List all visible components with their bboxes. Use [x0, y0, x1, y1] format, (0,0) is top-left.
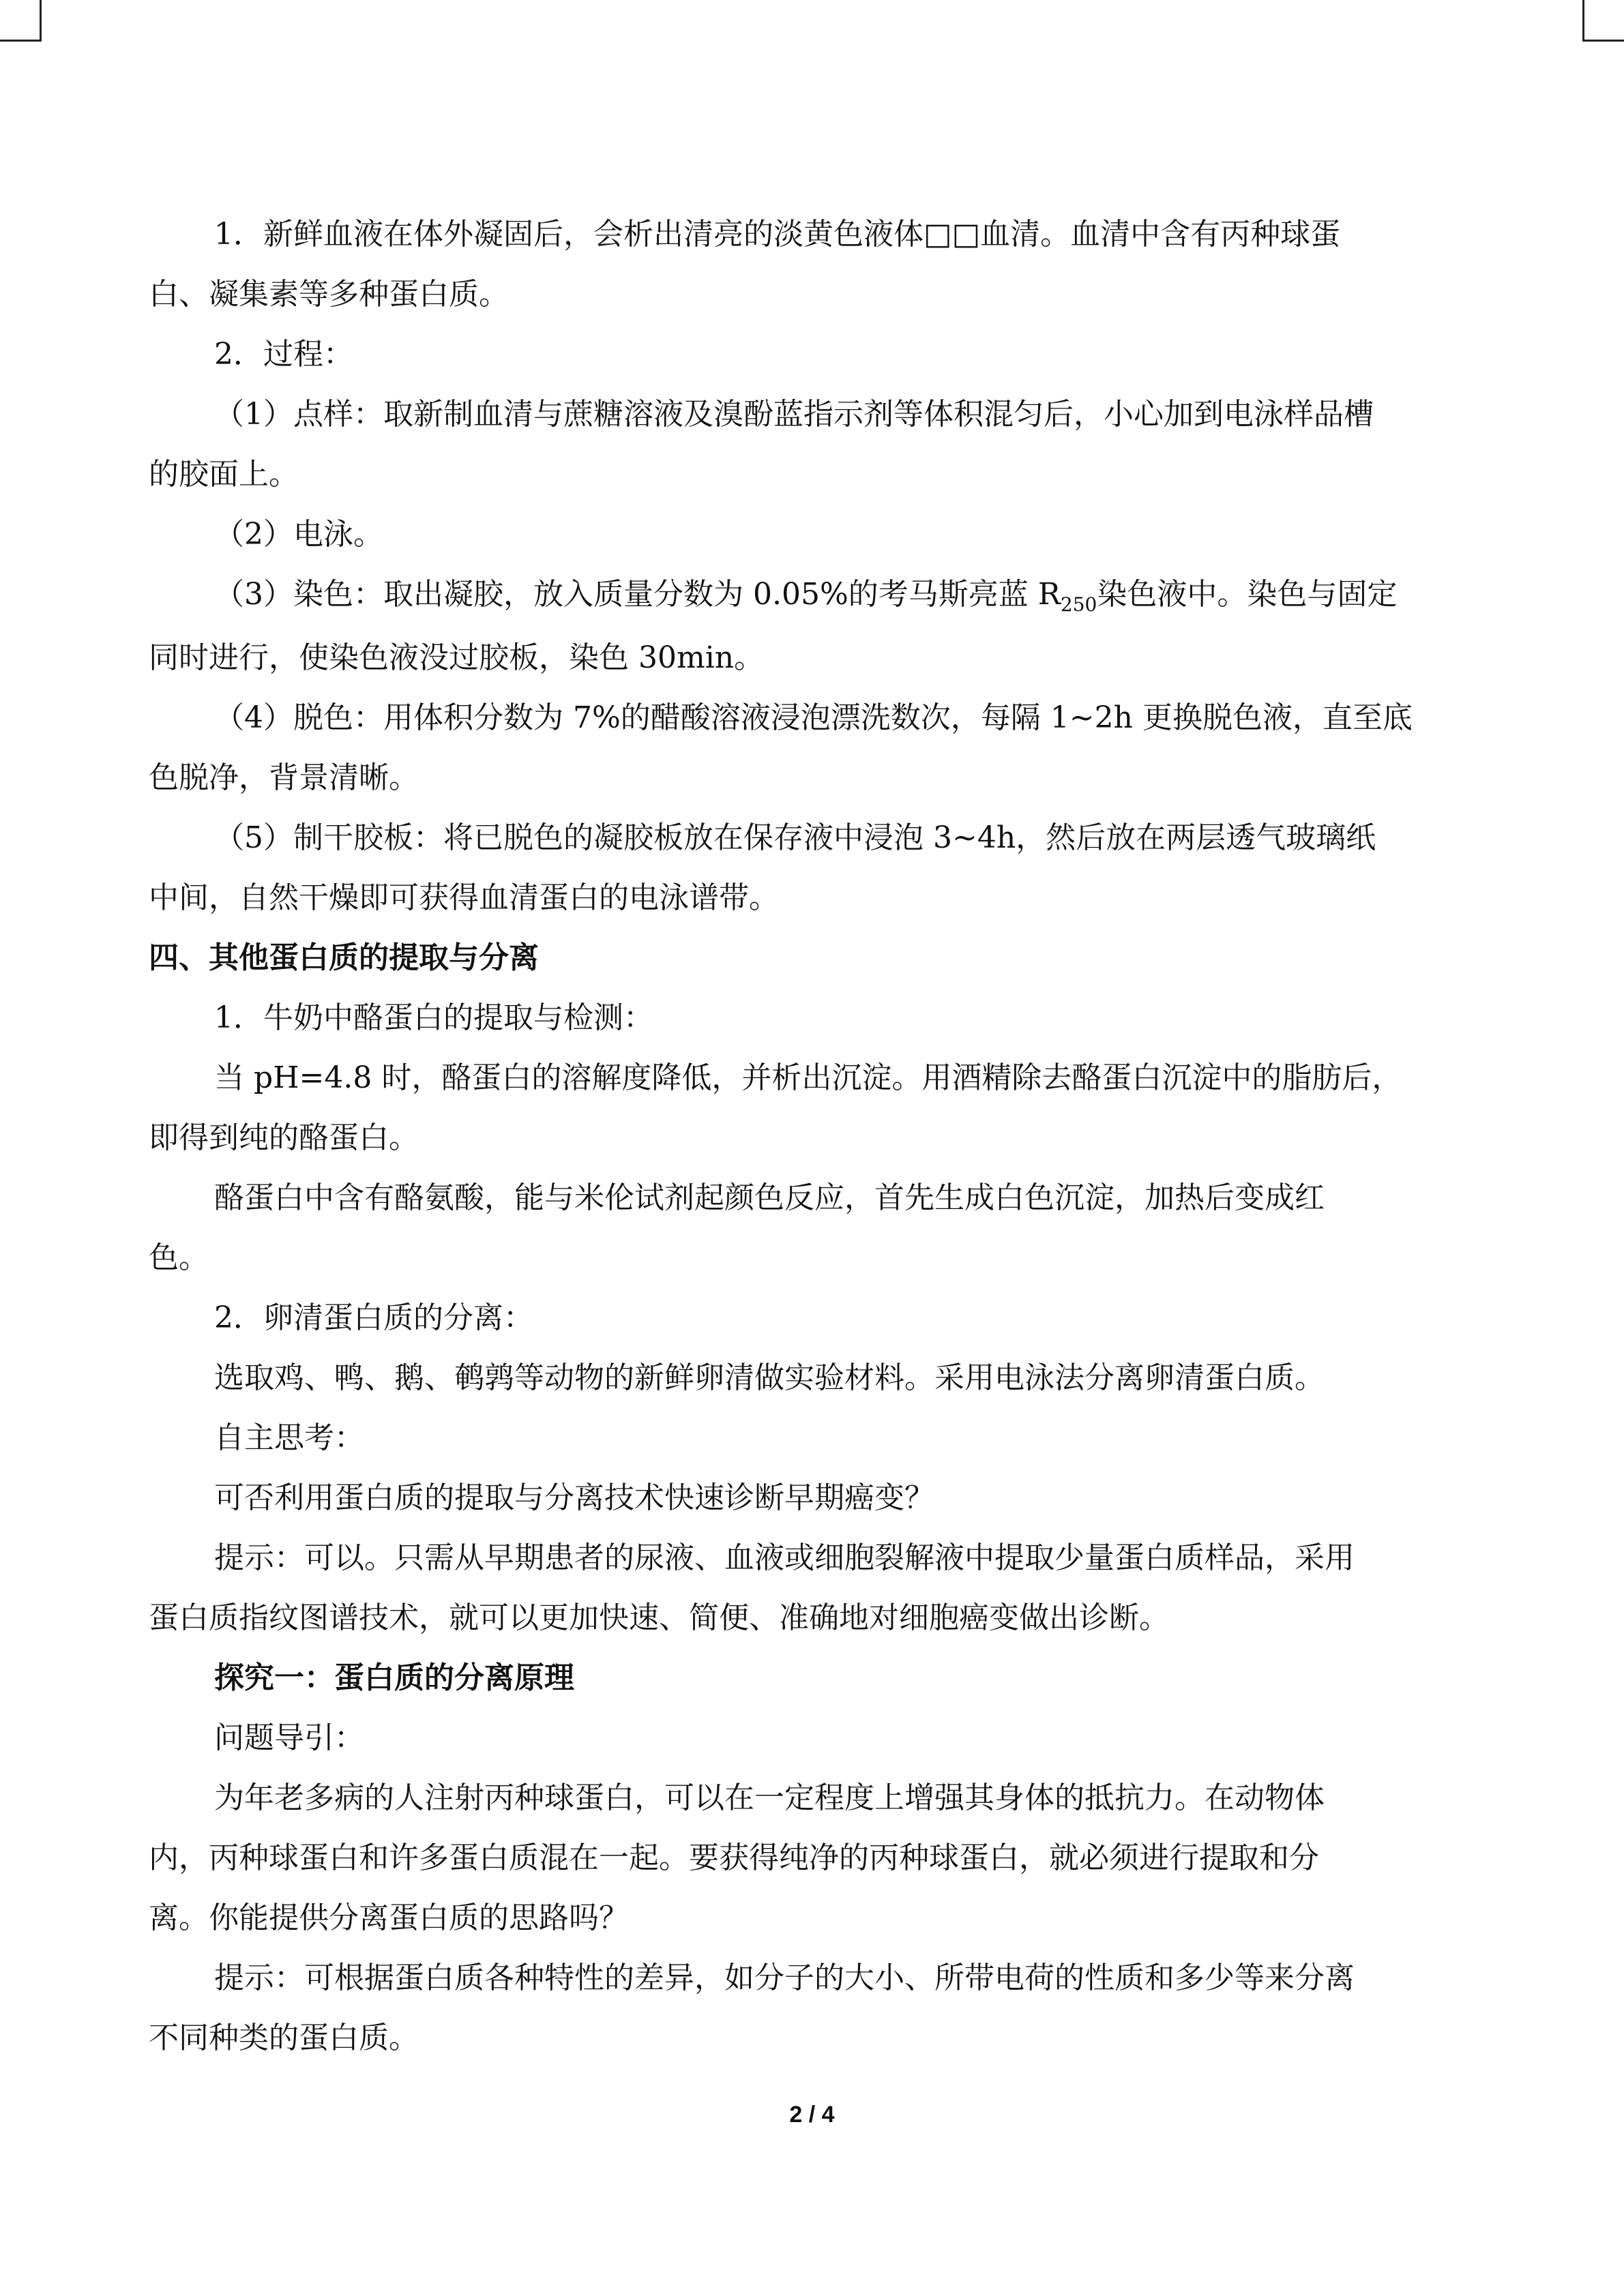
text-line [149, 1288, 1486, 1348]
text-line [149, 1528, 1486, 1588]
text-line [149, 1048, 1486, 1108]
text-line [149, 1228, 1486, 1288]
text-line [149, 1468, 1486, 1528]
text-line [149, 748, 1486, 808]
text-line [149, 2008, 1486, 2068]
text-line-content: 2．过程： [214, 337, 353, 372]
text-line-content: 提示：可根据蛋白质各种特性的差异，如分子的大小、所带电荷的性质和多少等来分离 [214, 1960, 1355, 1995]
text-line-content: 当 pH=4.8 时，酪蛋白的溶解度降低，并析出沉淀。用酒精除去酪蛋白沉淀中的脂肪后， [214, 1060, 1402, 1095]
text-line-content: （1）点样：取新制血清与蔗糖溶液及溴酚蓝指示剂等体积混匀后，小心加到电泳样品槽 [214, 397, 1374, 432]
text-line [149, 385, 1486, 445]
text-line-content: 自主思考： [214, 1420, 364, 1455]
text-line-content: 不同种类的蛋白质。 [149, 2021, 419, 2055]
text-line-content: 即得到纯的酪蛋白。 [149, 1120, 419, 1155]
text-line-content: 为年老多病的人注射丙种球蛋白，可以在一定程度上增强其身体的抵抗力。在动物体 [214, 1780, 1325, 1815]
text-line [149, 988, 1486, 1048]
text-line-continuation: 染色液中。染色与固定 [1097, 577, 1398, 612]
text-line [149, 808, 1486, 868]
document-body [149, 205, 1486, 2068]
text-line-content: 色。 [149, 1240, 209, 1275]
text-line-content: 问题导引： [214, 1720, 364, 1755]
section-heading [149, 1648, 1486, 1708]
text-line [149, 1408, 1486, 1468]
text-line-content: 的胶面上。 [149, 457, 299, 492]
text-line-content: （5）制干胶板：将已脱色的凝胶板放在保存液中浸泡 3~4h，然后放在两层透气玻璃纸 [214, 820, 1376, 855]
subscript: 250 [1060, 593, 1097, 616]
text-line-content: 白、凝集素等多种蛋白质。 [149, 277, 509, 312]
text-line-content: 离。你能提供分离蛋白质的思路吗？ [149, 1900, 629, 1935]
text-line-content: 酪蛋白中含有酪氨酸，能与米伦试剂起颜色反应，首先生成白色沉淀，加热后变成红 [214, 1180, 1325, 1215]
crop-mark-top-right [1582, 0, 1624, 42]
text-line [149, 688, 1486, 748]
crop-mark-top-left [0, 0, 42, 42]
text-line-content: 选取鸡、鸭、鹅、鹌鹑等动物的新鲜卵清做实验材料。采用电泳法分离卵清蛋白质。 [214, 1360, 1325, 1395]
text-line [149, 1588, 1486, 1648]
text-line-content: 可否利用蛋白质的提取与分离技术快速诊断早期癌变？ [214, 1480, 934, 1515]
text-line-content: 蛋白质指纹图谱技术，就可以更加快速、简便、准确地对细胞癌变做出诊断。 [149, 1600, 1169, 1635]
text-line-content: 探究一：蛋白质的分离原理 [214, 1660, 574, 1695]
text-line-content: 同时进行，使染色液没过胶板，染色 30min。 [149, 640, 765, 675]
text-line [149, 1108, 1486, 1168]
text-line-content: （2）电泳。 [214, 517, 383, 552]
text-line [149, 1708, 1486, 1768]
section-heading [149, 928, 1486, 988]
text-line [149, 1948, 1486, 2008]
text-line [149, 325, 1486, 385]
text-line-content: （4）脱色：用体积分数为 7%的醋酸溶液浸泡漂洗数次，每隔 1~2h 更换脱色液，直至底 [214, 700, 1413, 735]
text-line-content: （3）染色：取出凝胶，放入质量分数为 0.05%的考马斯亮蓝 R [214, 577, 1061, 612]
text-line [149, 205, 1486, 265]
text-line [149, 1768, 1486, 1828]
text-line [149, 565, 1486, 628]
text-line [149, 628, 1486, 688]
text-line-content: 四、其他蛋白质的提取与分离 [149, 940, 539, 975]
text-line-content: 色脱净，背景清晰。 [149, 760, 419, 795]
text-line [149, 505, 1486, 565]
page-number: 2 / 4 [789, 2102, 835, 2128]
text-line [149, 1348, 1486, 1408]
text-line [149, 1888, 1486, 1948]
text-line-content: 1．新鲜血液在体外凝固后，会析出清亮的淡黄色液体□□血清。血清中含有丙种球蛋 [214, 217, 1341, 252]
text-line-content: 提示：可以。只需从早期患者的尿液、血液或细胞裂解液中提取少量蛋白质样品，采用 [214, 1540, 1355, 1575]
text-line-content: 2．卵清蛋白质的分离： [214, 1300, 533, 1335]
text-line [149, 868, 1486, 928]
text-line-content: 中间，自然干燥即可获得血清蛋白的电泳谱带。 [149, 880, 779, 915]
text-line-content: 内，丙种球蛋白和许多蛋白质混在一起。要获得纯净的丙种球蛋白，就必须进行提取和分 [149, 1840, 1319, 1875]
text-line [149, 1828, 1486, 1888]
text-line [149, 445, 1486, 505]
text-line [149, 1168, 1486, 1228]
text-line [149, 265, 1486, 325]
text-line-content: 1．牛奶中酪蛋白的提取与检测： [214, 1000, 653, 1035]
